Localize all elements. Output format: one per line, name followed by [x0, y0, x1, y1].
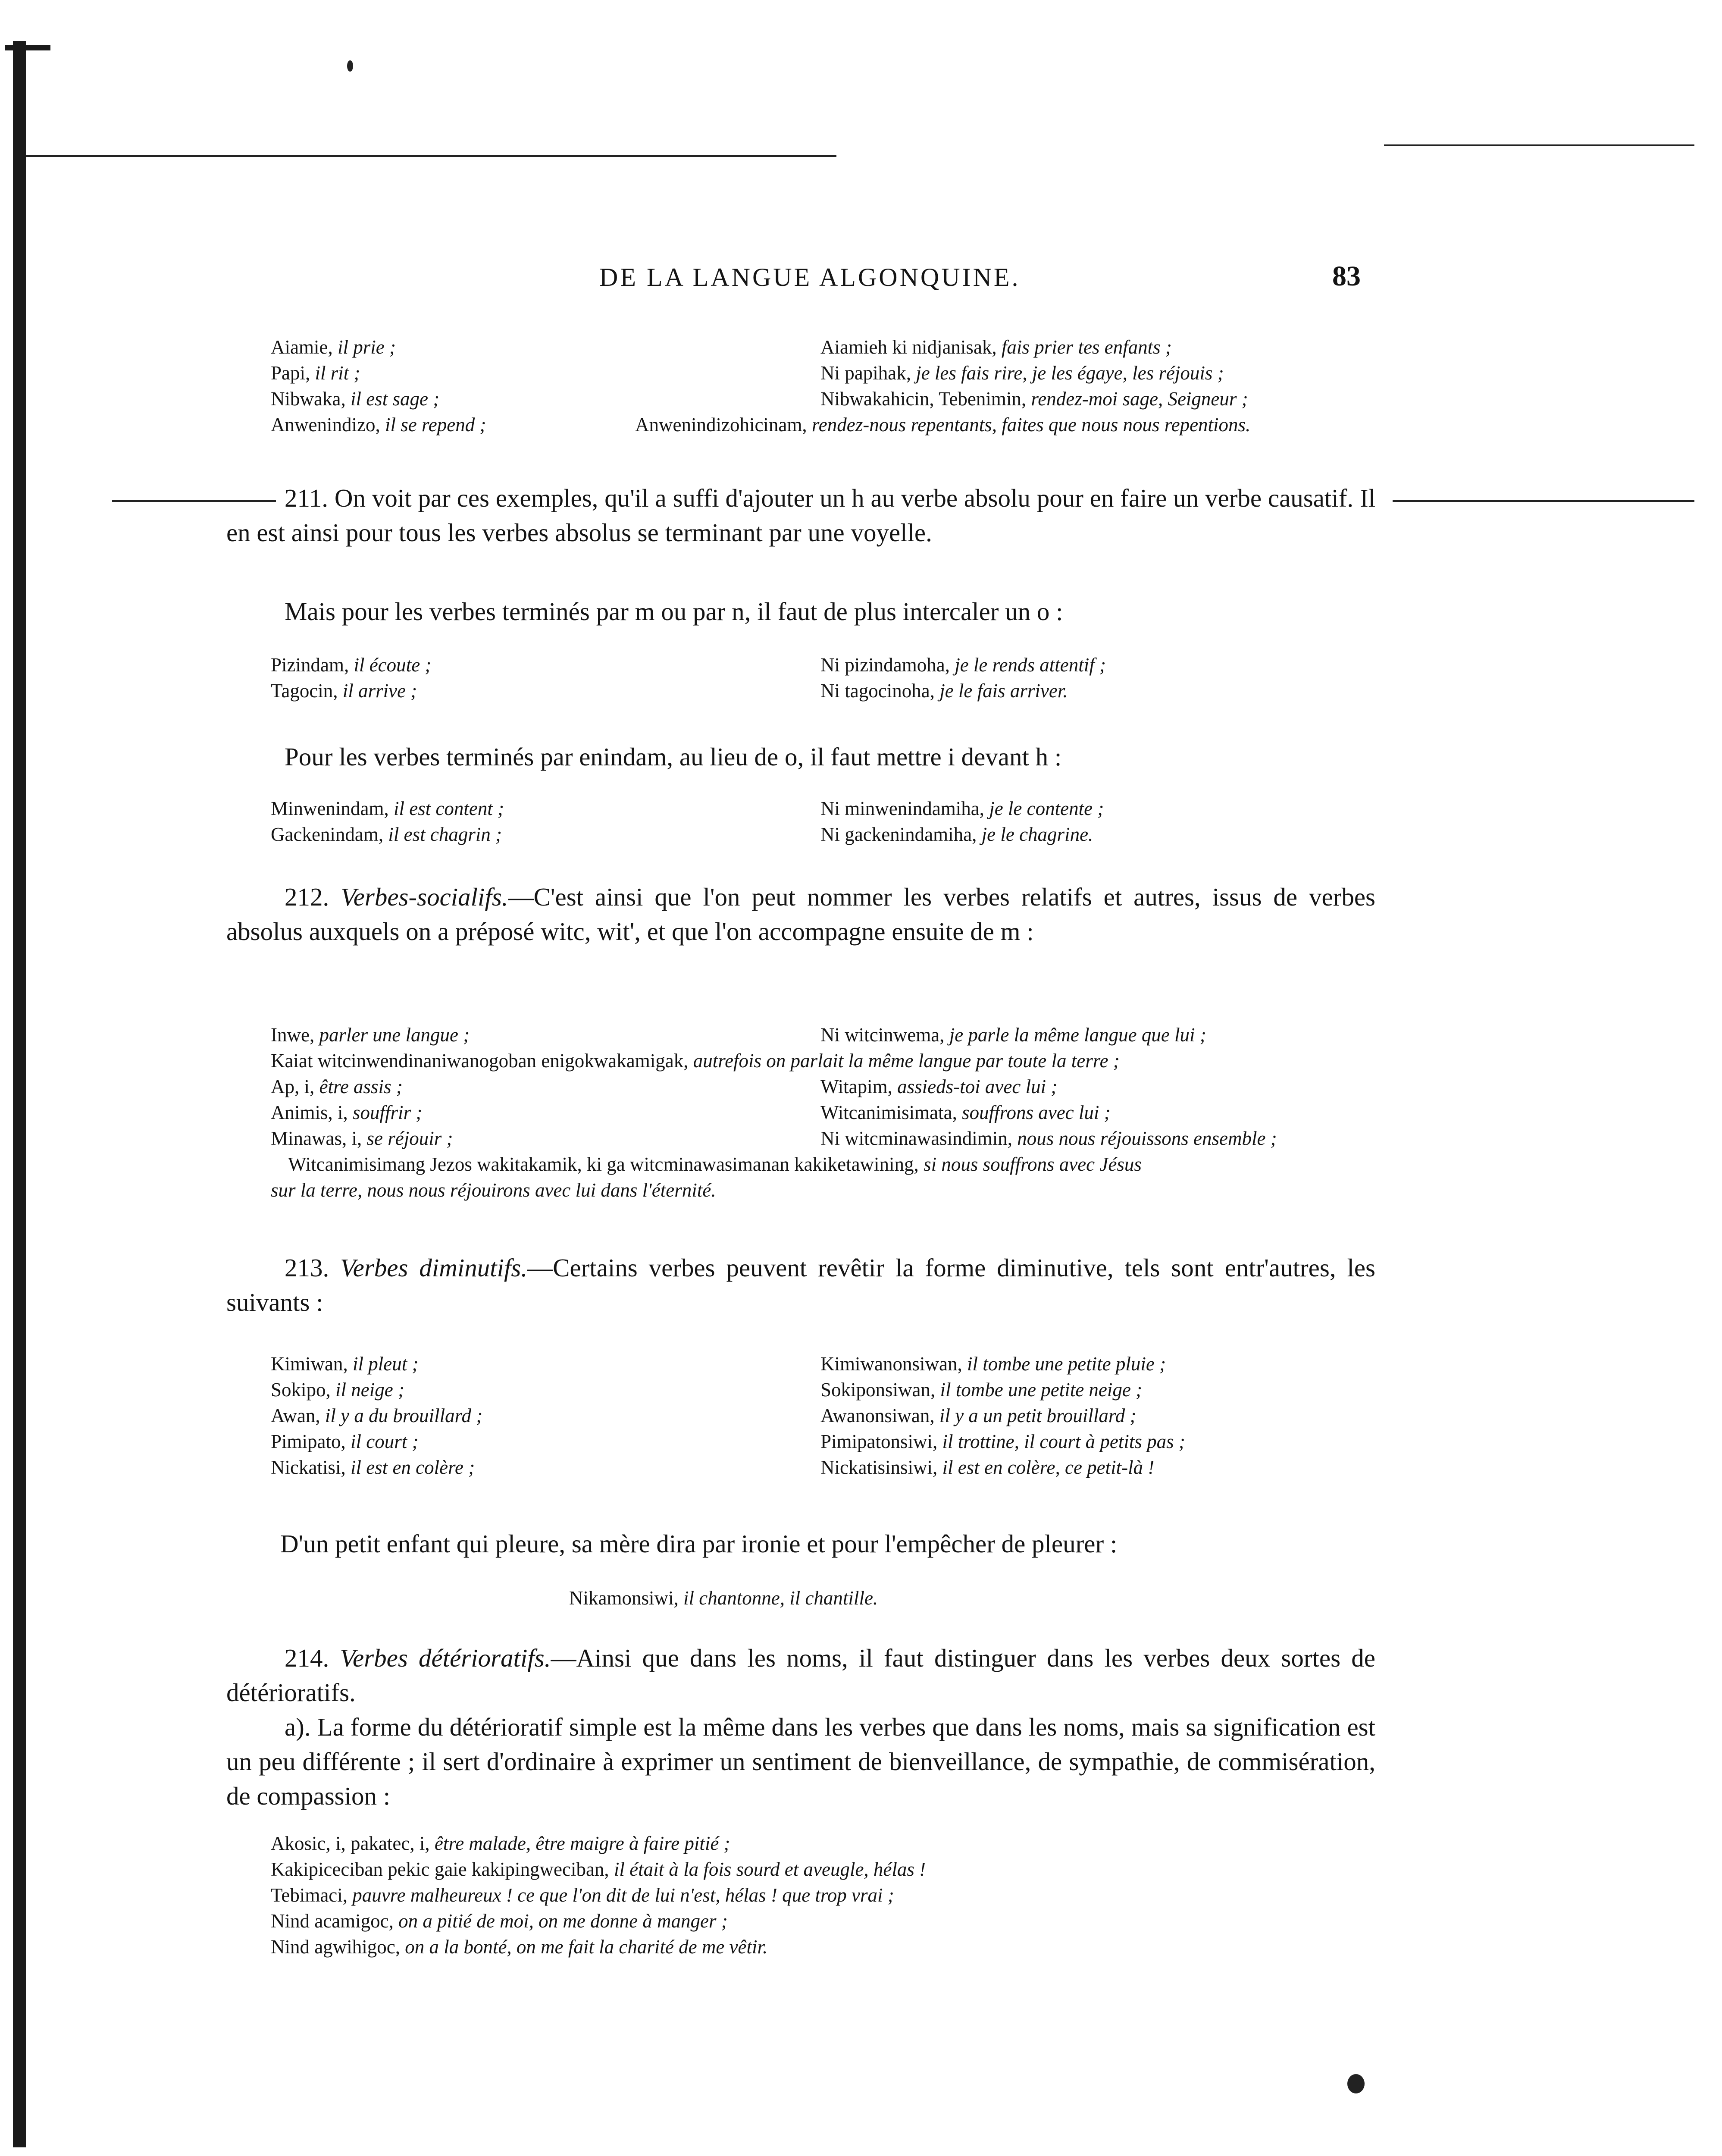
- example-word: Nibwaka,: [271, 388, 346, 410]
- example-gloss: assieds-toi avec lui ;: [897, 1076, 1058, 1097]
- example-row: [271, 334, 1392, 360]
- example-gloss: je le fais arriver.: [939, 680, 1068, 702]
- paragraph-211-b: Mais pour les verbes terminés par m ou par n, il faut de plus intercaler un o :: [285, 597, 1063, 626]
- example-word: Tebimaci,: [271, 1884, 348, 1906]
- example-gloss: il neige ;: [335, 1379, 404, 1401]
- running-title: DE LA LANGUE ALGONQUINE.: [599, 263, 1021, 291]
- example-word: Aiamieh ki nidjanisak,: [820, 336, 997, 358]
- example-nikamonsiwi: [569, 1587, 878, 1609]
- example-row: [271, 796, 1392, 821]
- example-row: [271, 1074, 1392, 1100]
- example-row: [271, 412, 1392, 438]
- example-word: Pizindam,: [271, 654, 349, 676]
- example-word: Awanonsiwan,: [820, 1405, 935, 1426]
- example-word: Kimiwanonsiwan,: [820, 1353, 962, 1375]
- scan-line: [1393, 500, 1694, 502]
- example-gloss: il se repend ;: [385, 414, 486, 436]
- example-word: Kakipiceciban pekic gaie kakipingweciban,: [271, 1858, 609, 1880]
- example-gloss: il est en colère ;: [350, 1457, 475, 1478]
- example-row: [271, 1100, 1392, 1125]
- section-number: 212.: [285, 883, 329, 911]
- example-gloss: souffrons avec lui ;: [962, 1102, 1111, 1123]
- scan-speck: [1347, 2074, 1365, 2093]
- paragraph-212: 212. Verbes-socialifs.—C'est ainsi que l'on peut nommer les verbes relatifs et autres, issus de verbes absolus auxquels on a préposé witc, wit', et que l'on accompagne ensuite de m :: [226, 883, 1375, 946]
- example-row: [271, 1882, 1392, 1908]
- example-gloss: fais prier tes enfants ;: [1001, 336, 1172, 358]
- example-gloss: je les fais rire, je les égaye, les réjouis ;: [916, 362, 1224, 384]
- example-word: Anwenindizohicinam,: [635, 414, 807, 436]
- paragraph-214-a: a). La forme du détérioratif simple est la même dans les verbes que dans les noms, mais sa signification est un peu différente ; il sert d'ordinaire à exprimer un sentiment de bienveillance, de sympathie, de commisération, de compassion :: [226, 1713, 1375, 1810]
- example-word: Tagocin,: [271, 680, 338, 702]
- example-gloss: nous nous réjouissons ensemble ;: [1017, 1128, 1277, 1149]
- example-word: Sokiponsiwan,: [820, 1379, 936, 1401]
- example-row: [271, 1856, 1392, 1882]
- example-word: Ni pizindamoha,: [820, 654, 950, 676]
- example-word: Ni tagocinoha,: [820, 680, 935, 702]
- example-word: Kimiwan,: [271, 1353, 348, 1375]
- example-row: [271, 652, 1392, 678]
- example-word: Inwe,: [271, 1024, 315, 1046]
- example-gloss: il arrive ;: [342, 680, 417, 702]
- section-number: 213.: [285, 1253, 329, 1282]
- example-row: [271, 1934, 1392, 1960]
- example-row: [271, 1177, 1392, 1203]
- example-gloss: il est chagrin ;: [388, 824, 502, 845]
- example-row: [271, 1351, 1392, 1377]
- example-row: [271, 360, 1392, 386]
- example-word: Minwenindam,: [271, 798, 389, 819]
- section-title: Verbes-socialifs.: [341, 883, 508, 911]
- example-gloss: autrefois on parlait la même langue par toute la terre ;: [693, 1050, 1120, 1072]
- section-number: 214.: [285, 1644, 329, 1672]
- example-word: Aiamie,: [271, 336, 333, 358]
- example-row: [271, 1403, 1392, 1429]
- examples-block-4: [271, 1022, 1392, 1203]
- example-word: Ni witcminawasindimin,: [820, 1128, 1012, 1149]
- example-word: Nickatisi,: [271, 1457, 346, 1478]
- example-gloss: il est sage ;: [350, 388, 440, 410]
- example-word: Witcanimisimang Jezos wakitakamik, ki ga witcminawasimanan kakiketawining,: [288, 1153, 919, 1175]
- example-gloss: il tombe une petite neige ;: [940, 1379, 1143, 1401]
- page-number: 83: [1332, 260, 1361, 292]
- example-word: Nibwakahicin, Tebenimin,: [820, 388, 1027, 410]
- examples-block-5: [271, 1351, 1392, 1480]
- example-gloss: rendez-moi sage, Seigneur ;: [1031, 388, 1248, 410]
- example-gloss: souffrir ;: [353, 1102, 423, 1123]
- example-row: [271, 1151, 1392, 1177]
- example-row: [271, 1908, 1392, 1934]
- example-row: [271, 1454, 1392, 1480]
- example-gloss: si nous souffrons avec Jésus: [924, 1153, 1142, 1175]
- scan-line: [26, 155, 836, 157]
- example-gloss: se réjouir ;: [366, 1128, 453, 1149]
- example-gloss: il chantonne, il chantille.: [683, 1587, 878, 1609]
- example-gloss: on a pitié de moi, on me donne à manger ;: [398, 1910, 728, 1932]
- example-gloss: il prie ;: [337, 336, 396, 358]
- section-title: Verbes détérioratifs.: [340, 1644, 551, 1672]
- example-word: Anwenindizo,: [271, 414, 380, 436]
- example-word: Ap, i,: [271, 1076, 315, 1097]
- paragraph-211: 211. On voit par ces exemples, qu'il a suffi d'ajouter un h au verbe absolu pour en faire un verbe causatif. Il en est ainsi pour tous les verbes absolus se terminant par une voyelle.: [226, 484, 1375, 547]
- example-word: Minawas, i,: [271, 1128, 362, 1149]
- example-word: Nikamonsiwi,: [569, 1587, 679, 1609]
- examples-block-1: [271, 334, 1392, 438]
- example-gloss: il y a un petit brouillard ;: [939, 1405, 1137, 1426]
- example-word: Witapim,: [820, 1076, 892, 1097]
- example-row: [271, 1048, 1392, 1074]
- example-word: Gackenindam,: [271, 824, 384, 845]
- example-gloss: je le rends attentif ;: [955, 654, 1106, 676]
- example-word: Pimipatonsiwi,: [820, 1431, 938, 1452]
- example-gloss: je le chagrine.: [981, 824, 1093, 845]
- section-title: Verbes diminutifs.: [340, 1253, 528, 1282]
- example-gloss: il écoute ;: [354, 654, 432, 676]
- example-row: [271, 1377, 1392, 1403]
- example-gloss: je parle la même langue que lui ;: [949, 1024, 1206, 1046]
- example-word: Ni minwenindamiha,: [820, 798, 984, 819]
- example-gloss: parler une langue ;: [319, 1024, 470, 1046]
- scan-line: [1384, 144, 1694, 146]
- example-row: [271, 1830, 1392, 1856]
- example-row: [271, 678, 1392, 704]
- example-word: Akosic, i, pakatec, i,: [271, 1833, 430, 1854]
- example-gloss: il est en colère, ce petit-là !: [942, 1457, 1155, 1478]
- example-gloss: pauvre malheureux ! ce que l'on dit de lui n'est, hélas ! que trop vrai ;: [352, 1884, 894, 1906]
- example-gloss: il rit ;: [315, 362, 360, 384]
- binding-mark: [5, 45, 50, 50]
- example-gloss: on a la bonté, on me fait la charité de me vêtir.: [405, 1936, 768, 1958]
- binding-edge: [13, 41, 26, 2147]
- example-word: Ni witcinwema,: [820, 1024, 945, 1046]
- example-gloss: être malade, être maigre à faire pitié ;: [434, 1833, 730, 1854]
- examples-block-6: [271, 1830, 1392, 1960]
- examples-block-3: [271, 796, 1392, 847]
- examples-block-2: [271, 652, 1392, 704]
- example-gloss: il y a du brouillard ;: [325, 1405, 483, 1426]
- example-gloss: je le contente ;: [989, 798, 1104, 819]
- example-word: Pimipato,: [271, 1431, 346, 1452]
- example-gloss: il trottine, il court à petits pas ;: [942, 1431, 1185, 1452]
- example-word: Nind acamigoc,: [271, 1910, 394, 1932]
- example-row: [271, 1125, 1392, 1151]
- example-gloss: il est content ;: [393, 798, 504, 819]
- example-gloss: il pleut ;: [352, 1353, 419, 1375]
- example-word: Ni gackenindamiha,: [820, 824, 977, 845]
- example-word: Ni papihak,: [820, 362, 911, 384]
- example-gloss: il tombe une petite pluie ;: [967, 1353, 1166, 1375]
- example-word: Nickatisinsiwi,: [820, 1457, 938, 1478]
- example-word: Nind agwihigoc,: [271, 1936, 400, 1958]
- example-word: Awan,: [271, 1405, 320, 1426]
- paragraph-214: 214. Verbes détérioratifs.—Ainsi que dans les noms, il faut distinguer dans les verbes deux sortes de détérioratifs.: [226, 1644, 1375, 1707]
- paragraph-enindam: Pour les verbes terminés par enindam, au lieu de o, il faut mettre i devant h :: [285, 743, 1062, 771]
- page-header: [0, 257, 1722, 308]
- example-gloss: sur la terre, nous nous réjouirons avec lui dans l'éternité.: [271, 1179, 716, 1201]
- example-gloss: il court ;: [351, 1431, 419, 1452]
- example-word: Kaiat witcinwendinaniwanogoban enigokwakamigak,: [271, 1050, 689, 1072]
- example-row: [271, 1022, 1392, 1048]
- example-gloss: il était à la fois sourd et aveugle, hélas !: [614, 1858, 926, 1880]
- example-word: Witcanimisimata,: [820, 1102, 957, 1123]
- example-row: [271, 821, 1392, 847]
- example-gloss: rendez-nous repentants, faites que nous nous repentions.: [811, 414, 1251, 436]
- paragraph-213: 213. Verbes diminutifs.—Certains verbes peuvent revêtir la forme diminutive, tels sont entr'autres, les suivants :: [226, 1253, 1375, 1316]
- example-row: [271, 386, 1392, 412]
- example-word: Animis, i,: [271, 1102, 348, 1123]
- example-word: Sokipo,: [271, 1379, 331, 1401]
- scan-speck: [347, 60, 353, 72]
- example-row: [271, 1429, 1392, 1454]
- example-gloss: être assis ;: [319, 1076, 403, 1097]
- paragraph-enfant: D'un petit enfant qui pleure, sa mère dira par ironie et pour l'empêcher de pleurer :: [280, 1529, 1118, 1558]
- example-word: Papi,: [271, 362, 310, 384]
